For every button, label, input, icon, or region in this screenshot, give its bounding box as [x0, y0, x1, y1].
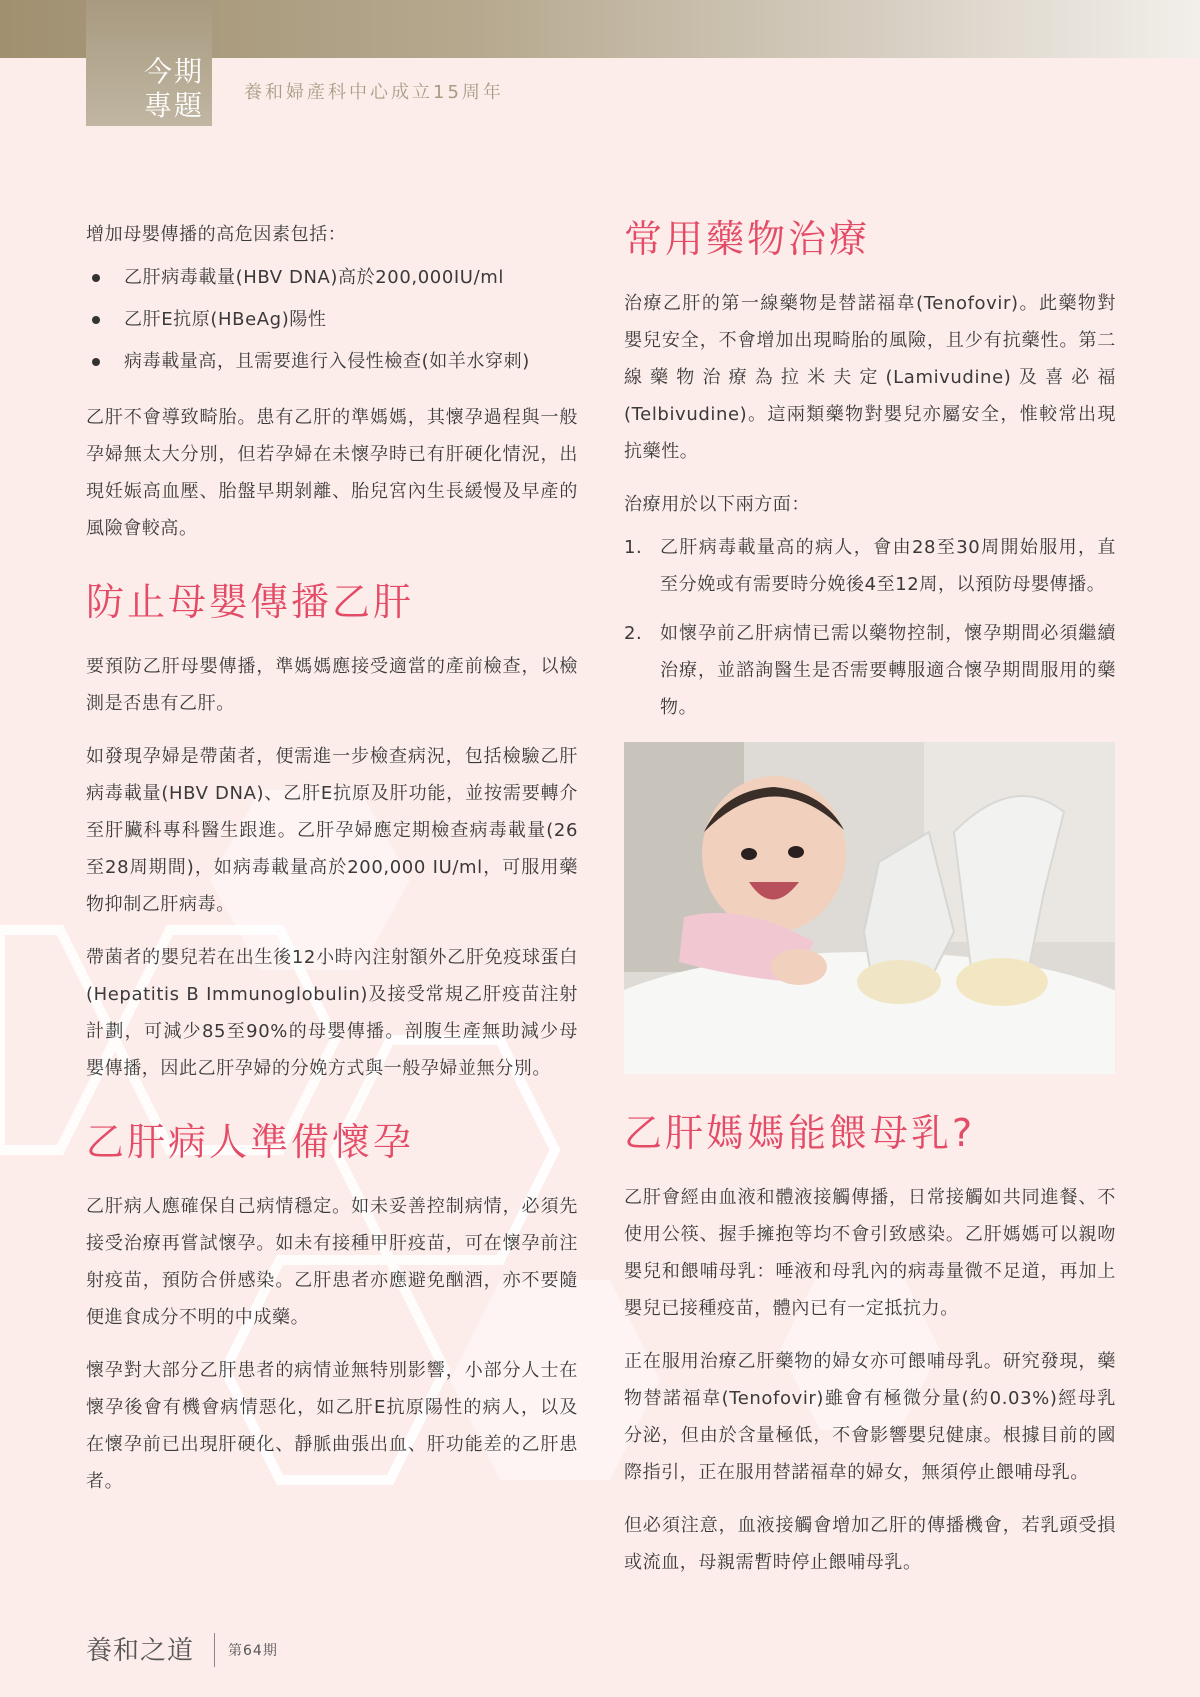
topic-tag-line1: 今期: [144, 55, 205, 88]
right-column: [624, 208, 1116, 1597]
section-heading: 防止母嬰傳播乙肝: [86, 580, 415, 624]
risk-factor-list: [86, 257, 578, 383]
paragraph: 帶菌者的嬰兒若在出生後12小時內注射額外乙肝免疫球蛋白(Hepatitis B Immunoglobulin)及接受常規乙肝疫苗注射計劃，可減少85至90%的母嬰傳播。剖腹生產無助減少母嬰傳播，因此乙肝孕婦的分娩方式與一般孕婦並無分別。: [86, 947, 578, 1079]
risk-intro: 增加母嬰傳播的高危因素包括：: [86, 224, 347, 245]
paragraph: 但必須注意，血液接觸會增加乙肝的傳播機會，若乳頭受損或流血，母親需暫時停止餵哺母乳。: [624, 1515, 1116, 1573]
paragraph: 乙肝病人應確保自己病情穩定。如未妥善控制病情，必須先接受治療再嘗試懷孕。如未有接種甲肝疫苗，可在懷孕前注射疫苗，預防合併感染。乙肝患者亦應避免酗酒，亦不要隨便進食成分不明的中成藥。: [86, 1196, 578, 1328]
paragraph: 乙肝會經由血液和體液接觸傳播，日常接觸如共同進餐、不使用公筷、握手擁抱等均不會引致感染。乙肝媽媽可以親吻嬰兒和餵哺母乳：唾液和母乳內的病毒量微不足道，再加上嬰兒已接種疫苗，體內已有一定抵抗力。: [624, 1187, 1116, 1319]
section-heading: 常用藥物治療: [624, 217, 871, 261]
list-item: [86, 299, 578, 341]
bullet-icon: [92, 358, 100, 366]
list-number: 2.: [624, 623, 643, 644]
list-text: 如懷孕前乙肝病情已需以藥物控制，懷孕期間必須繼續治療，並諮詢醫生是否需要轉服適合懷孕期間服用的藥物。: [660, 623, 1116, 718]
risk-factor-text: 病毒載量高，且需要進行入侵性檢查(如羊水穿刺): [124, 351, 530, 372]
bullet-icon: [92, 316, 100, 324]
list-item: [624, 615, 1116, 726]
paragraph: 懷孕對大部分乙肝患者的病情並無特別影響，小部分人士在懷孕後會有機會病情惡化，如乙肝E抗原陽性的病人，以及在懷孕前已出現肝硬化、靜脈曲張出血、肝功能差的乙肝患者。: [86, 1360, 578, 1492]
bullet-icon: [92, 274, 100, 282]
paragraph: 正在服用治療乙肝藥物的婦女亦可餵哺母乳。研究發現，藥物替諾福韋(Tenofovir)雖會有極微分量(約0.03%)經母乳分泌，但由於含量極低，不會影響嬰兒健康。根據目前的國際指引，正在服用替諾福韋的婦女，無須停止餵哺母乳。: [624, 1351, 1116, 1483]
treatment-list: [624, 529, 1116, 726]
paragraph: 乙肝不會導致畸胎。患有乙肝的準媽媽，其懷孕過程與一般孕婦無太大分別，但若孕婦在未懷孕時已有肝硬化情況，出現妊娠高血壓、胎盤早期剝離、胎兒宮內生長緩慢及早產的風險會較高。: [86, 407, 578, 539]
section-heading: 乙肝病人準備懷孕: [86, 1120, 415, 1164]
list-text: 乙肝病毒載量高的病人，會由28至30周開始服用，直至分娩或有需要時分娩後4至12周，以預防母嬰傳播。: [660, 537, 1116, 595]
section-heading: 乙肝媽媽能餵母乳?: [624, 1111, 976, 1155]
topic-tag-line2: 專題: [144, 89, 205, 122]
paragraph: 如發現孕婦是帶菌者，便需進一步檢查病況，包括檢驗乙肝病毒載量(HBV DNA)、乙肝E抗原及肝功能，並按需要轉介至肝臟科專科醫生跟進。乙肝孕婦應定期檢查病毒載量(26至28周期間)，如病毒載量高於200,000 IU/ml，可服用藥物抑制乙肝病毒。: [86, 746, 578, 915]
list-item: [624, 529, 1116, 603]
magazine-logo: 養和之道: [86, 1636, 195, 1666]
issue-number: 第64期: [228, 1643, 278, 1659]
feature-title: 養和婦產科中心成立15周年: [244, 82, 504, 103]
list-number: 1.: [624, 537, 643, 558]
footer-divider: [214, 1633, 215, 1667]
paragraph: 治療用於以下兩方面：: [624, 494, 810, 515]
baby-breast-pump-photo: [624, 742, 1115, 1074]
list-item: [86, 341, 578, 383]
left-column: [86, 216, 578, 1516]
photo-illustration: [624, 742, 1115, 1074]
paragraph: 治療乙肝的第一線藥物是替諾福韋(Tenofovir)。此藥物對嬰兒安全，不會增加出現畸胎的風險，且少有抗藥性。第二線藥物治療為拉米夫定(Lamivudine)及喜必福(Telbivudine)。這兩類藥物對嬰兒亦屬安全，惟較常出現抗藥性。: [624, 293, 1116, 462]
risk-factor-text: 乙肝病毒載量(HBV DNA)高於200,000IU/ml: [124, 267, 504, 288]
paragraph: 要預防乙肝母嬰傳播，準媽媽應接受適當的產前檢查，以檢測是否患有乙肝。: [86, 656, 578, 714]
risk-factor-text: 乙肝E抗原(HBeAg)陽性: [124, 309, 327, 330]
list-item: [86, 257, 578, 299]
